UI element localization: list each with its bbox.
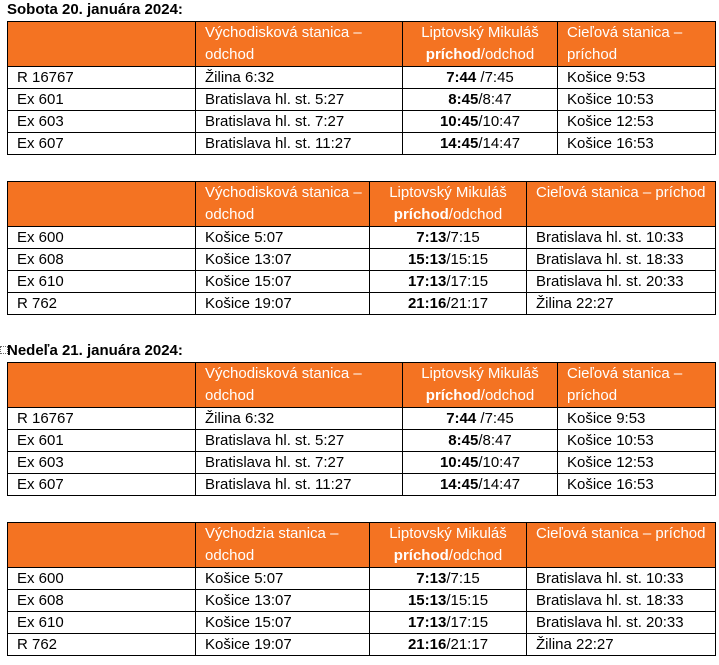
header-liptovsky-mikulas: Liptovský Mikuláš príchod/odchod: [370, 182, 527, 227]
train-number: R 762: [8, 634, 196, 656]
timetable-saturday-eastbound: [7, 21, 716, 155]
table-row: [8, 293, 716, 315]
destination-arrival: Bratislava hl. st. 10:33: [527, 568, 716, 590]
table-header: [8, 22, 716, 67]
table-row: [8, 111, 716, 133]
table-header: [8, 523, 716, 568]
lm-arrival-departure: 14:45/14:47: [403, 474, 558, 496]
lm-arrival-departure: 7:44 /7:45: [403, 67, 558, 89]
table-row: [8, 590, 716, 612]
origin-departure: Košice 15:07: [196, 271, 370, 293]
lm-arrival-departure: 7:13/7:15: [370, 227, 527, 249]
lm-arrival-departure: 14:45/14:47: [403, 133, 558, 155]
origin-departure: Košice 19:07: [196, 293, 370, 315]
origin-departure: Bratislava hl. st. 11:27: [196, 133, 403, 155]
train-number: Ex 601: [8, 430, 196, 452]
destination-arrival: Bratislava hl. st. 20:33: [527, 612, 716, 634]
origin-departure: Žilina 6:32: [196, 67, 403, 89]
origin-departure: Košice 15:07: [196, 612, 370, 634]
train-number: Ex 600: [8, 568, 196, 590]
destination-arrival: Žilina 22:27: [527, 293, 716, 315]
header-destination: Cieľová stanica – príchod: [527, 182, 716, 227]
train-number: Ex 608: [8, 249, 196, 271]
table-row: [8, 568, 716, 590]
lm-arrival-departure: 7:44 /7:45: [403, 408, 558, 430]
table-row: [8, 634, 716, 656]
train-number: Ex 607: [8, 474, 196, 496]
train-number: Ex 610: [8, 271, 196, 293]
lm-arrival-departure: 8:45/8:47: [403, 430, 558, 452]
header-destination: Cieľová stanica – príchod: [527, 523, 716, 568]
lm-arrival-departure: 7:13/7:15: [370, 568, 527, 590]
train-number: Ex 607: [8, 133, 196, 155]
table-row: [8, 452, 716, 474]
timetable-saturday-westbound: [7, 181, 716, 315]
destination-arrival: Bratislava hl. st. 20:33: [527, 271, 716, 293]
table-row: [8, 612, 716, 634]
header-liptovsky-mikulas: Liptovský Mikuláš príchod/odchod: [403, 363, 558, 408]
train-number: Ex 601: [8, 89, 196, 111]
header-destination: Cieľová stanica – príchod: [558, 363, 716, 408]
section-heading-saturday: Sobota 20. januára 2024:: [7, 1, 183, 18]
header-liptovsky-mikulas: Liptovský Mikuláš príchod/odchod: [403, 22, 558, 67]
header-train: [8, 363, 196, 408]
lm-arrival-departure: 8:45/8:47: [403, 89, 558, 111]
train-number: Ex 603: [8, 452, 196, 474]
destination-arrival: Bratislava hl. st. 18:33: [527, 249, 716, 271]
header-origin: Východisková stanica – odchod: [196, 22, 403, 67]
origin-departure: Bratislava hl. st. 11:27: [196, 474, 403, 496]
header-train: [8, 523, 196, 568]
destination-arrival: Košice 10:53: [558, 89, 716, 111]
origin-departure: Košice 19:07: [196, 634, 370, 656]
table-row: [8, 474, 716, 496]
lm-arrival-departure: 17:13/17:15: [370, 612, 527, 634]
destination-arrival: Košice 12:53: [558, 452, 716, 474]
header-liptovsky-mikulas: Liptovský Mikuláš príchod/odchod: [370, 523, 527, 568]
origin-departure: Košice 5:07: [196, 227, 370, 249]
lm-arrival-departure: 17:13/17:15: [370, 271, 527, 293]
lm-arrival-departure: 10:45/10:47: [403, 111, 558, 133]
table-row: [8, 67, 716, 89]
header-destination: Cieľová stanica – príchod: [558, 22, 716, 67]
header-origin: Východisková stanica – odchod: [196, 182, 370, 227]
table-row: [8, 430, 716, 452]
origin-departure: Košice 13:07: [196, 249, 370, 271]
train-number: Ex 600: [8, 227, 196, 249]
section-heading-sunday: Nedeľa 21. januára 2024:: [7, 342, 183, 359]
origin-departure: Bratislava hl. st. 5:27: [196, 430, 403, 452]
destination-arrival: Košice 16:53: [558, 133, 716, 155]
origin-departure: Košice 5:07: [196, 568, 370, 590]
header-origin: Východisková stanica – odchod: [196, 363, 403, 408]
destination-arrival: Košice 12:53: [558, 111, 716, 133]
table-header: [8, 363, 716, 408]
timetable-sunday-eastbound: [7, 362, 716, 496]
table-row: [8, 271, 716, 293]
table-row: [8, 408, 716, 430]
train-number: R 16767: [8, 67, 196, 89]
destination-arrival: Košice 9:53: [558, 408, 716, 430]
origin-departure: Košice 13:07: [196, 590, 370, 612]
table-header: [8, 182, 716, 227]
origin-departure: Bratislava hl. st. 7:27: [196, 111, 403, 133]
lm-arrival-departure: 10:45/10:47: [403, 452, 558, 474]
table-row: [8, 89, 716, 111]
table-row: [8, 227, 716, 249]
timetable-sunday-westbound: [7, 522, 716, 656]
origin-departure: Žilina 6:32: [196, 408, 403, 430]
train-number: Ex 603: [8, 111, 196, 133]
header-train: [8, 182, 196, 227]
destination-arrival: Košice 16:53: [558, 474, 716, 496]
destination-arrival: Bratislava hl. st. 18:33: [527, 590, 716, 612]
lm-arrival-departure: 21:16/21:17: [370, 293, 527, 315]
train-number: R 16767: [8, 408, 196, 430]
destination-arrival: Košice 9:53: [558, 67, 716, 89]
destination-arrival: Bratislava hl. st. 10:33: [527, 227, 716, 249]
origin-departure: Bratislava hl. st. 5:27: [196, 89, 403, 111]
destination-arrival: Košice 10:53: [558, 430, 716, 452]
destination-arrival: Žilina 22:27: [527, 634, 716, 656]
table-row: [8, 249, 716, 271]
header-origin: Východzia stanica – odchod: [196, 523, 370, 568]
train-number: Ex 610: [8, 612, 196, 634]
origin-departure: Bratislava hl. st. 7:27: [196, 452, 403, 474]
header-train: [8, 22, 196, 67]
table-row: [8, 133, 716, 155]
lm-arrival-departure: 21:16/21:17: [370, 634, 527, 656]
lm-arrival-departure: 15:13/15:15: [370, 249, 527, 271]
train-number: Ex 608: [8, 590, 196, 612]
train-number: R 762: [8, 293, 196, 315]
lm-arrival-departure: 15:13/15:15: [370, 590, 527, 612]
